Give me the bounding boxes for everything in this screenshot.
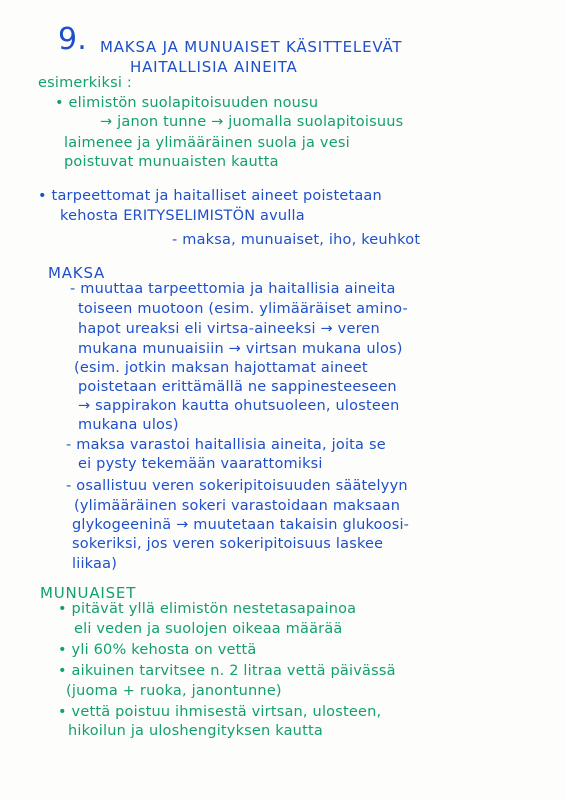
- note-line: liikaa): [72, 556, 118, 572]
- subheading-maksa: MAKSA: [48, 264, 106, 282]
- note-line: toiseen muotoon (esim. ylimääräiset amino-: [78, 301, 408, 317]
- note-line: esimerkiksi :: [38, 75, 133, 91]
- note-line: • tarpeettomat ja haitalliset aineet poistetaan: [38, 188, 382, 204]
- note-line: mukana ulos): [78, 417, 179, 433]
- section-title-line-2: HAITALLISIA AINEITA: [130, 58, 298, 76]
- note-line: laimenee ja ylimääräinen suola ja vesi: [64, 135, 350, 151]
- note-line: → janon tunne → juomalla suolapitoisuus: [100, 114, 404, 130]
- note-line: poistetaan erittämällä ne sappinesteeseen: [78, 379, 397, 395]
- note-line: - osallistuu veren sokeripitoisuuden säätelyyn: [66, 478, 408, 494]
- note-line: hikoilun ja uloshengityksen kautta: [68, 723, 323, 739]
- note-line: hapot ureaksi eli virtsa-aineeksi → veren: [78, 321, 380, 337]
- note-line: glykogeeninä → muutetaan takaisin glukoosi-: [72, 517, 410, 533]
- note-line: ei pysty tekemään vaarattomiksi: [78, 456, 323, 472]
- note-line: kehosta ERITYSELIMISTÖN avulla: [60, 208, 305, 224]
- note-line: eli veden ja suolojen oikeaa määrää: [74, 621, 343, 637]
- subheading-munuaiset: MUNUAISET: [40, 584, 137, 602]
- note-line: → sappirakon kautta ohutsuoleen, ulosteen: [78, 398, 400, 414]
- note-line: • aikuinen tarvitsee n. 2 litraa vettä päivässä: [58, 663, 396, 679]
- note-line: (juoma + ruoka, janontunne): [66, 683, 282, 699]
- section-number: 9.: [58, 22, 88, 57]
- note-line: • yli 60% kehosta on vettä: [58, 642, 257, 658]
- note-line: (esim. jotkin maksan hajottamat aineet: [74, 360, 368, 376]
- note-line: • elimistön suolapitoisuuden nousu: [55, 95, 319, 111]
- note-line: mukana munuaisiin → virtsan mukana ulos): [78, 341, 403, 357]
- note-line: (ylimääräinen sokeri varastoidaan maksaan: [74, 498, 401, 514]
- note-line: - muuttaa tarpeettomia ja haitallisia aineita: [70, 281, 396, 297]
- note-line: - maksa varastoi haitallisia aineita, joita se: [66, 437, 386, 453]
- note-line: • pitävät yllä elimistön nestetasapainoa: [58, 601, 357, 617]
- note-line: • vettä poistuu ihmisestä virtsan, ulosteen,: [58, 704, 382, 720]
- note-line: - maksa, munuaiset, iho, keuhkot: [172, 232, 421, 248]
- note-line: sokeriksi, jos veren sokeripitoisuus laskee: [72, 536, 384, 552]
- note-line: poistuvat munuaisten kautta: [64, 154, 279, 170]
- section-title-line-1: MAKSA JA MUNUAISET KÄSITTELEVÄT: [100, 38, 403, 56]
